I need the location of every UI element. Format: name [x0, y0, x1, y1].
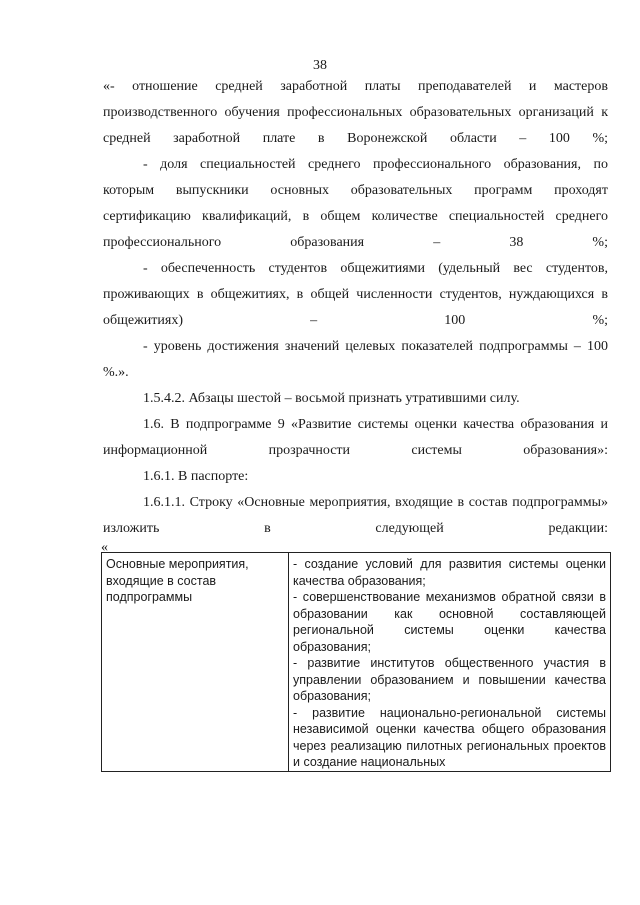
activity-item: - развитие национально-региональной системы независимой оценки качества общего образования через реализацию пилотных региональных проектов и создание национальных	[293, 705, 606, 769]
paragraph-1-6-1: 1.6.1. В паспорте:	[143, 469, 249, 484]
row-heading-cell: Основные мероприятия, входящие в состав подпрограммы	[102, 553, 289, 772]
activity-item: - совершенствование механизмов обратной связи в образовании как основной составляющей региональной системы оценки качества образования;	[293, 590, 606, 654]
paragraph-1-5-4-2: 1.5.4.2. Абзацы шестой – восьмой признать утратившими силу.	[143, 391, 520, 406]
paragraph-dormitory-provision: - обеспеченность студентов общежитиями (удельный вес студентов, проживающих в общежитиях, в общей численности студентов, нуждающихся в общежитиях) – 100 %;	[103, 261, 608, 328]
activity-item: - развитие институтов общественного участия в управлении образованием и повышении качества образования;	[293, 656, 606, 703]
activities-cell	[289, 553, 611, 772]
activity-item: - создание условий для развития системы оценки качества образования;	[293, 557, 606, 588]
paragraph-1-6: 1.6. В подпрограмме 9 «Развитие системы оценки качества образования и информационной прозрачности системы образования»:	[103, 417, 608, 458]
subprogram-activities-table	[101, 552, 611, 772]
page-number: 38	[313, 58, 327, 73]
opening-quote-mark: «	[101, 540, 108, 555]
table-row	[102, 553, 611, 772]
paragraph-1-6-1-1: 1.6.1.1. Строку «Основные мероприятия, входящие в состав подпрограммы» изложить в следующей редакции:	[103, 495, 608, 536]
paragraph-certification-share: - доля специальностей среднего профессионального образования, по которым выпускники основных образовательных программ проходят сертификацию квалификаций, в общем количестве специальностей среднего профессионального образования – 38 %;	[103, 157, 608, 250]
paragraph-salary-ratio: «- отношение средней заработной платы преподавателей и мастеров производственного обучения профессиональных образовательных организаций к средней заработной плате в Воронежской области – 100 %;	[103, 79, 608, 146]
paragraph-target-indicators: - уровень достижения значений целевых показателей подпрограммы – 100 %.».	[103, 339, 608, 380]
